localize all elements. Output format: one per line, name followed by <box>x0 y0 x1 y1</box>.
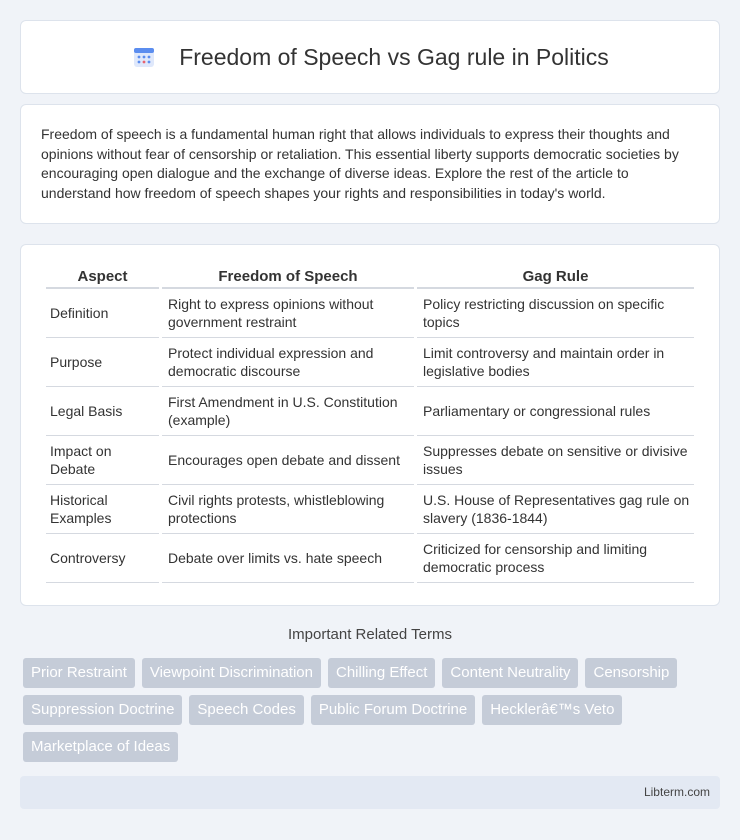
table-row <box>46 387 694 436</box>
table-cell: Historical Examples <box>46 485 159 534</box>
table-row <box>46 289 694 338</box>
comparison-table <box>43 265 697 583</box>
footer-site-link[interactable]: Libterm.com <box>643 785 710 799</box>
table-cell: Impact on Debate <box>46 436 159 485</box>
table-cell: Parliamentary or congressional rules <box>417 387 694 436</box>
table-cell: U.S. House of Representatives gag rule on slavery (1836-1844) <box>417 485 694 534</box>
intro-text: Freedom of speech is a fundamental human right that allows individuals to express their thoughts and opinions without fear of censorship or retaliation. This essential liberty supports democratic societies by encouraging open dialogue and the exchange of diverse ideas. Explore the rest of the article to understand how freedom of speech shapes your rights and responsibilities in today's world. <box>41 126 679 201</box>
table-cell: Criticized for censorship and limiting democratic process <box>417 534 694 583</box>
intro-card <box>20 104 720 224</box>
related-term-tag[interactable]: Suppression Doctrine <box>23 695 182 725</box>
table-cell: Suppresses debate on sensitive or divisive issues <box>417 436 694 485</box>
related-term-tag[interactable]: Viewpoint Discrimination <box>142 658 321 688</box>
table-cell: Controversy <box>46 534 159 583</box>
column-header-aspect: Aspect <box>46 265 159 289</box>
table-cell: Right to express opinions without government restraint <box>162 289 414 338</box>
related-terms-title: Important Related Terms <box>288 626 452 643</box>
comparison-card <box>20 244 720 606</box>
column-header-freedom: Freedom of Speech <box>162 265 414 289</box>
related-term-tag[interactable]: Content Neutrality <box>442 658 578 688</box>
related-term-tag[interactable]: Marketplace of Ideas <box>23 732 178 762</box>
table-cell: Purpose <box>46 338 159 387</box>
table-cell: First Amendment in U.S. Constitution (example) <box>162 387 414 436</box>
table-cell: Encourages open debate and dissent <box>162 436 414 485</box>
table-cell: Policy restricting discussion on specific topics <box>417 289 694 338</box>
table-cell: Protect individual expression and democratic discourse <box>162 338 414 387</box>
table-row <box>46 485 694 534</box>
calendar-grid-icon <box>131 44 157 70</box>
table-row <box>46 534 694 583</box>
footer <box>20 776 720 809</box>
related-term-tag[interactable]: Censorship <box>585 658 677 688</box>
table-cell: Civil rights protests, whistleblowing protections <box>162 485 414 534</box>
table-row <box>46 338 694 387</box>
related-terms-list <box>23 658 723 769</box>
related-term-tag[interactable]: Public Forum Doctrine <box>311 695 475 725</box>
related-term-tag[interactable]: Chilling Effect <box>328 658 435 688</box>
table-header-row <box>46 265 694 289</box>
table-cell: Debate over limits vs. hate speech <box>162 534 414 583</box>
column-header-gag: Gag Rule <box>417 265 694 289</box>
table-row <box>46 436 694 485</box>
page-header <box>20 20 720 94</box>
table-cell: Legal Basis <box>46 387 159 436</box>
table-cell: Limit controversy and maintain order in legislative bodies <box>417 338 694 387</box>
related-term-tag[interactable]: Speech Codes <box>189 695 303 725</box>
page-title: Freedom of Speech vs Gag rule in Politics <box>179 43 609 70</box>
table-cell: Definition <box>46 289 159 338</box>
related-term-tag[interactable]: Hecklerâ€™s Veto <box>482 695 622 725</box>
related-term-tag[interactable]: Prior Restraint <box>23 658 135 688</box>
